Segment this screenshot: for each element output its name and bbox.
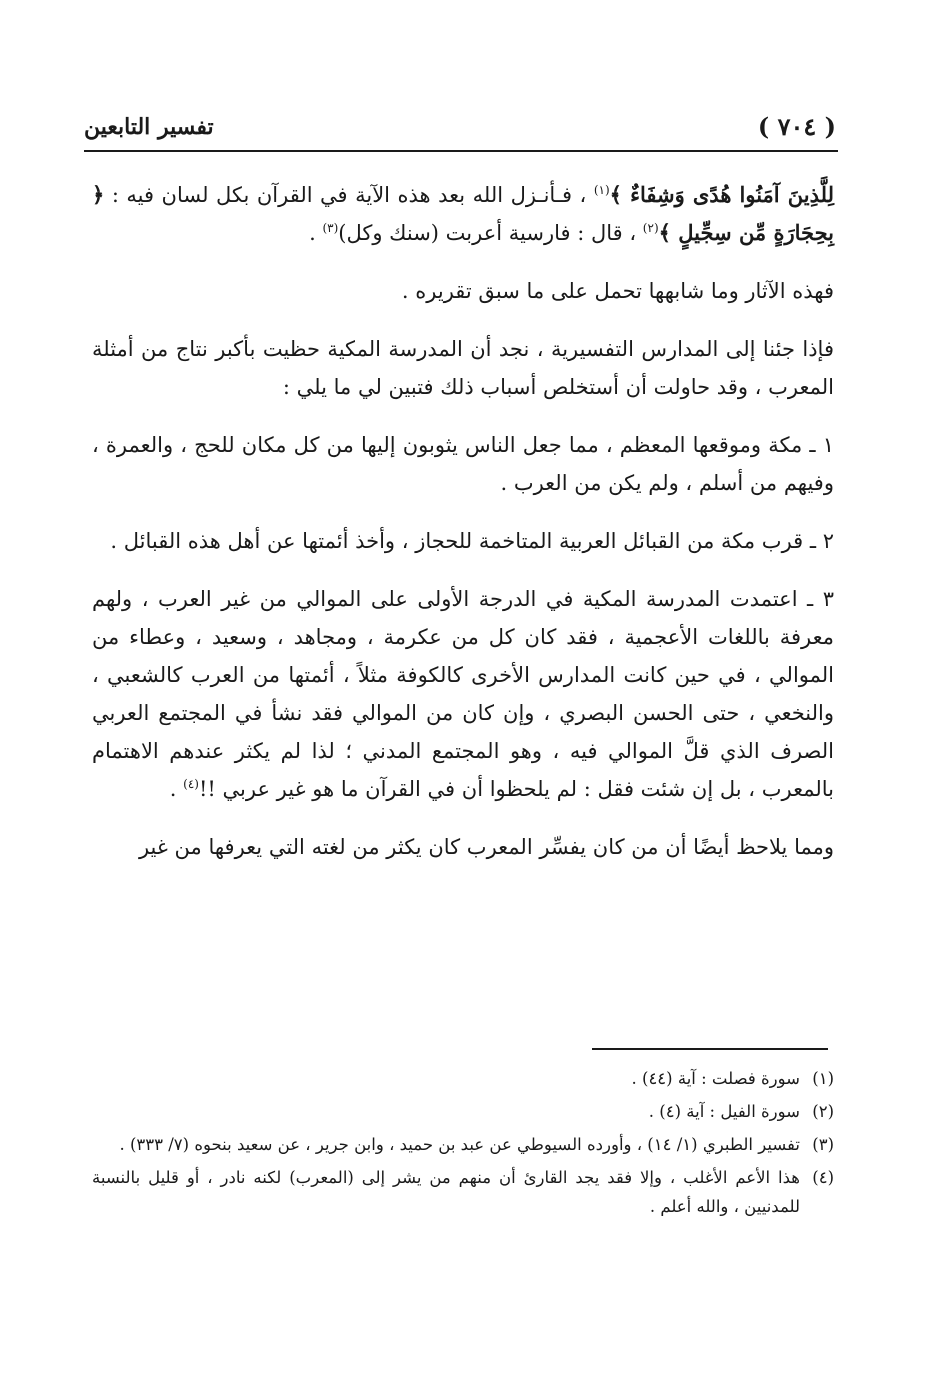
footnote-ref: (٣) (322, 221, 339, 235)
page-header (84, 112, 836, 148)
list-item-1: ١ ـ مكة وموقعها المعظم ، مما جعل الناس يثوبون إليها من كل مكان للحج ، والعمرة ، وفيهم من أسلم ، ولم يكن من العرب . (92, 433, 834, 495)
footnote-4 (92, 1163, 834, 1221)
footnote-number: (٣) (812, 1135, 834, 1154)
footnote-number: (٤) (812, 1168, 834, 1187)
paragraph-text: ، فـأنـزل الله بعد هذه الآية في القرآن بكل لسان فيه : (104, 183, 594, 207)
footnote-number: (٢) (812, 1102, 834, 1121)
list-item-2: ٢ ـ قرب مكة من القبائل العربية المتاخمة للحجاز ، وأخذ أئمتها عن أهل هذه القبائل . (110, 529, 834, 553)
paragraph-text: ٣ ـ اعتمدت المدرسة المكية في الدرجة الأولى على الموالي من غير العرب ، ولهم معرفة باللغات الأعجمية ، فقد كان كل من عكرمة ، ومجاهد ، وسعيد ، وعطاء من الموالي ، في حين كانت المدارس الأخرى كالكوفة مثلاً ، أئمتها من العرب كالشعبي ، والنخعي ، حتى الحسن البصري ، وإن كان من الموالي فقد نشأ في المجتمع العربي الصرف الذي قلَّ الموالي فيه ، وهو المجتمع المدني ؛ لذا لم يكثر عندهم الاهتمام بالمعرب ، بل إن شئت فقل : لم يلحظوا أن في القرآن ما هو غير عربي !! (92, 587, 834, 801)
header-divider (84, 150, 838, 152)
quran-verse: لِلَّذِينَ آمَنُوا هُدًى وَشِفَاءٌ ﴾ (609, 182, 834, 207)
main-text (92, 176, 834, 866)
footnote-2 (92, 1097, 834, 1126)
footnote-3 (92, 1130, 834, 1159)
footnote-ref: (٤) (183, 777, 199, 791)
paragraph-1 (92, 176, 834, 252)
footnote-text: هذا الأعم الأغلب ، وإلا فقد يجد القارئ أن منهم من يشر إلى (المعرب) لكنه نادر ، أو قليل بالنسبة للمدنيين ، والله أعلم . (92, 1168, 800, 1216)
footnote-ref: (٢) (642, 221, 659, 235)
list-item-3 (92, 580, 834, 808)
paragraph-7: ومما يلاحظ أيضًا أن من كان يفسِّر المعرب كان يكثر من لغته التي يعرفها من غير (138, 835, 834, 859)
paragraph-2: فهذه الآثار وما شابهها تحمل على ما سبق تقريره . (401, 279, 834, 303)
footnote-1 (92, 1064, 834, 1093)
book-title: تفسير التابعين (84, 114, 214, 140)
footnote-text: تفسير الطبري (١/ ١٤) ، وأورده السيوطي عن عبد بن حميد ، وابن جرير ، عن سعيد بنحوه (٧/ ٣٣٣) . (119, 1135, 800, 1154)
page-number: ( ٧٠٤ ) (757, 112, 836, 141)
footnote-number: (١) (812, 1069, 834, 1088)
footnote-text: سورة الفيل : آية (٤) . (648, 1102, 800, 1121)
paragraph-3: فإذا جئنا إلى المدارس التفسيرية ، نجد أن المدرسة المكية حظيت بأكبر نتاج من أمثلة المعرب ، وقد حاولت أن أستخلص أسباب ذلك فتبين لي ما يلي : (92, 337, 834, 399)
quran-verse: ﴿ بِحِجَارَةٍ مِّن سِجِّيلٍ ﴾ (92, 182, 834, 245)
paragraph-text: ، قال : فارسية أعربت (سنك وكل) (338, 221, 643, 245)
footnote-text: سورة فصلت : آية (٤٤) . (631, 1069, 800, 1088)
paragraph-end: . (169, 777, 184, 801)
paragraph-end: . (309, 221, 323, 245)
footnote-ref: (١) (593, 183, 610, 197)
footnotes (92, 1064, 834, 1225)
footnote-divider (592, 1048, 828, 1050)
